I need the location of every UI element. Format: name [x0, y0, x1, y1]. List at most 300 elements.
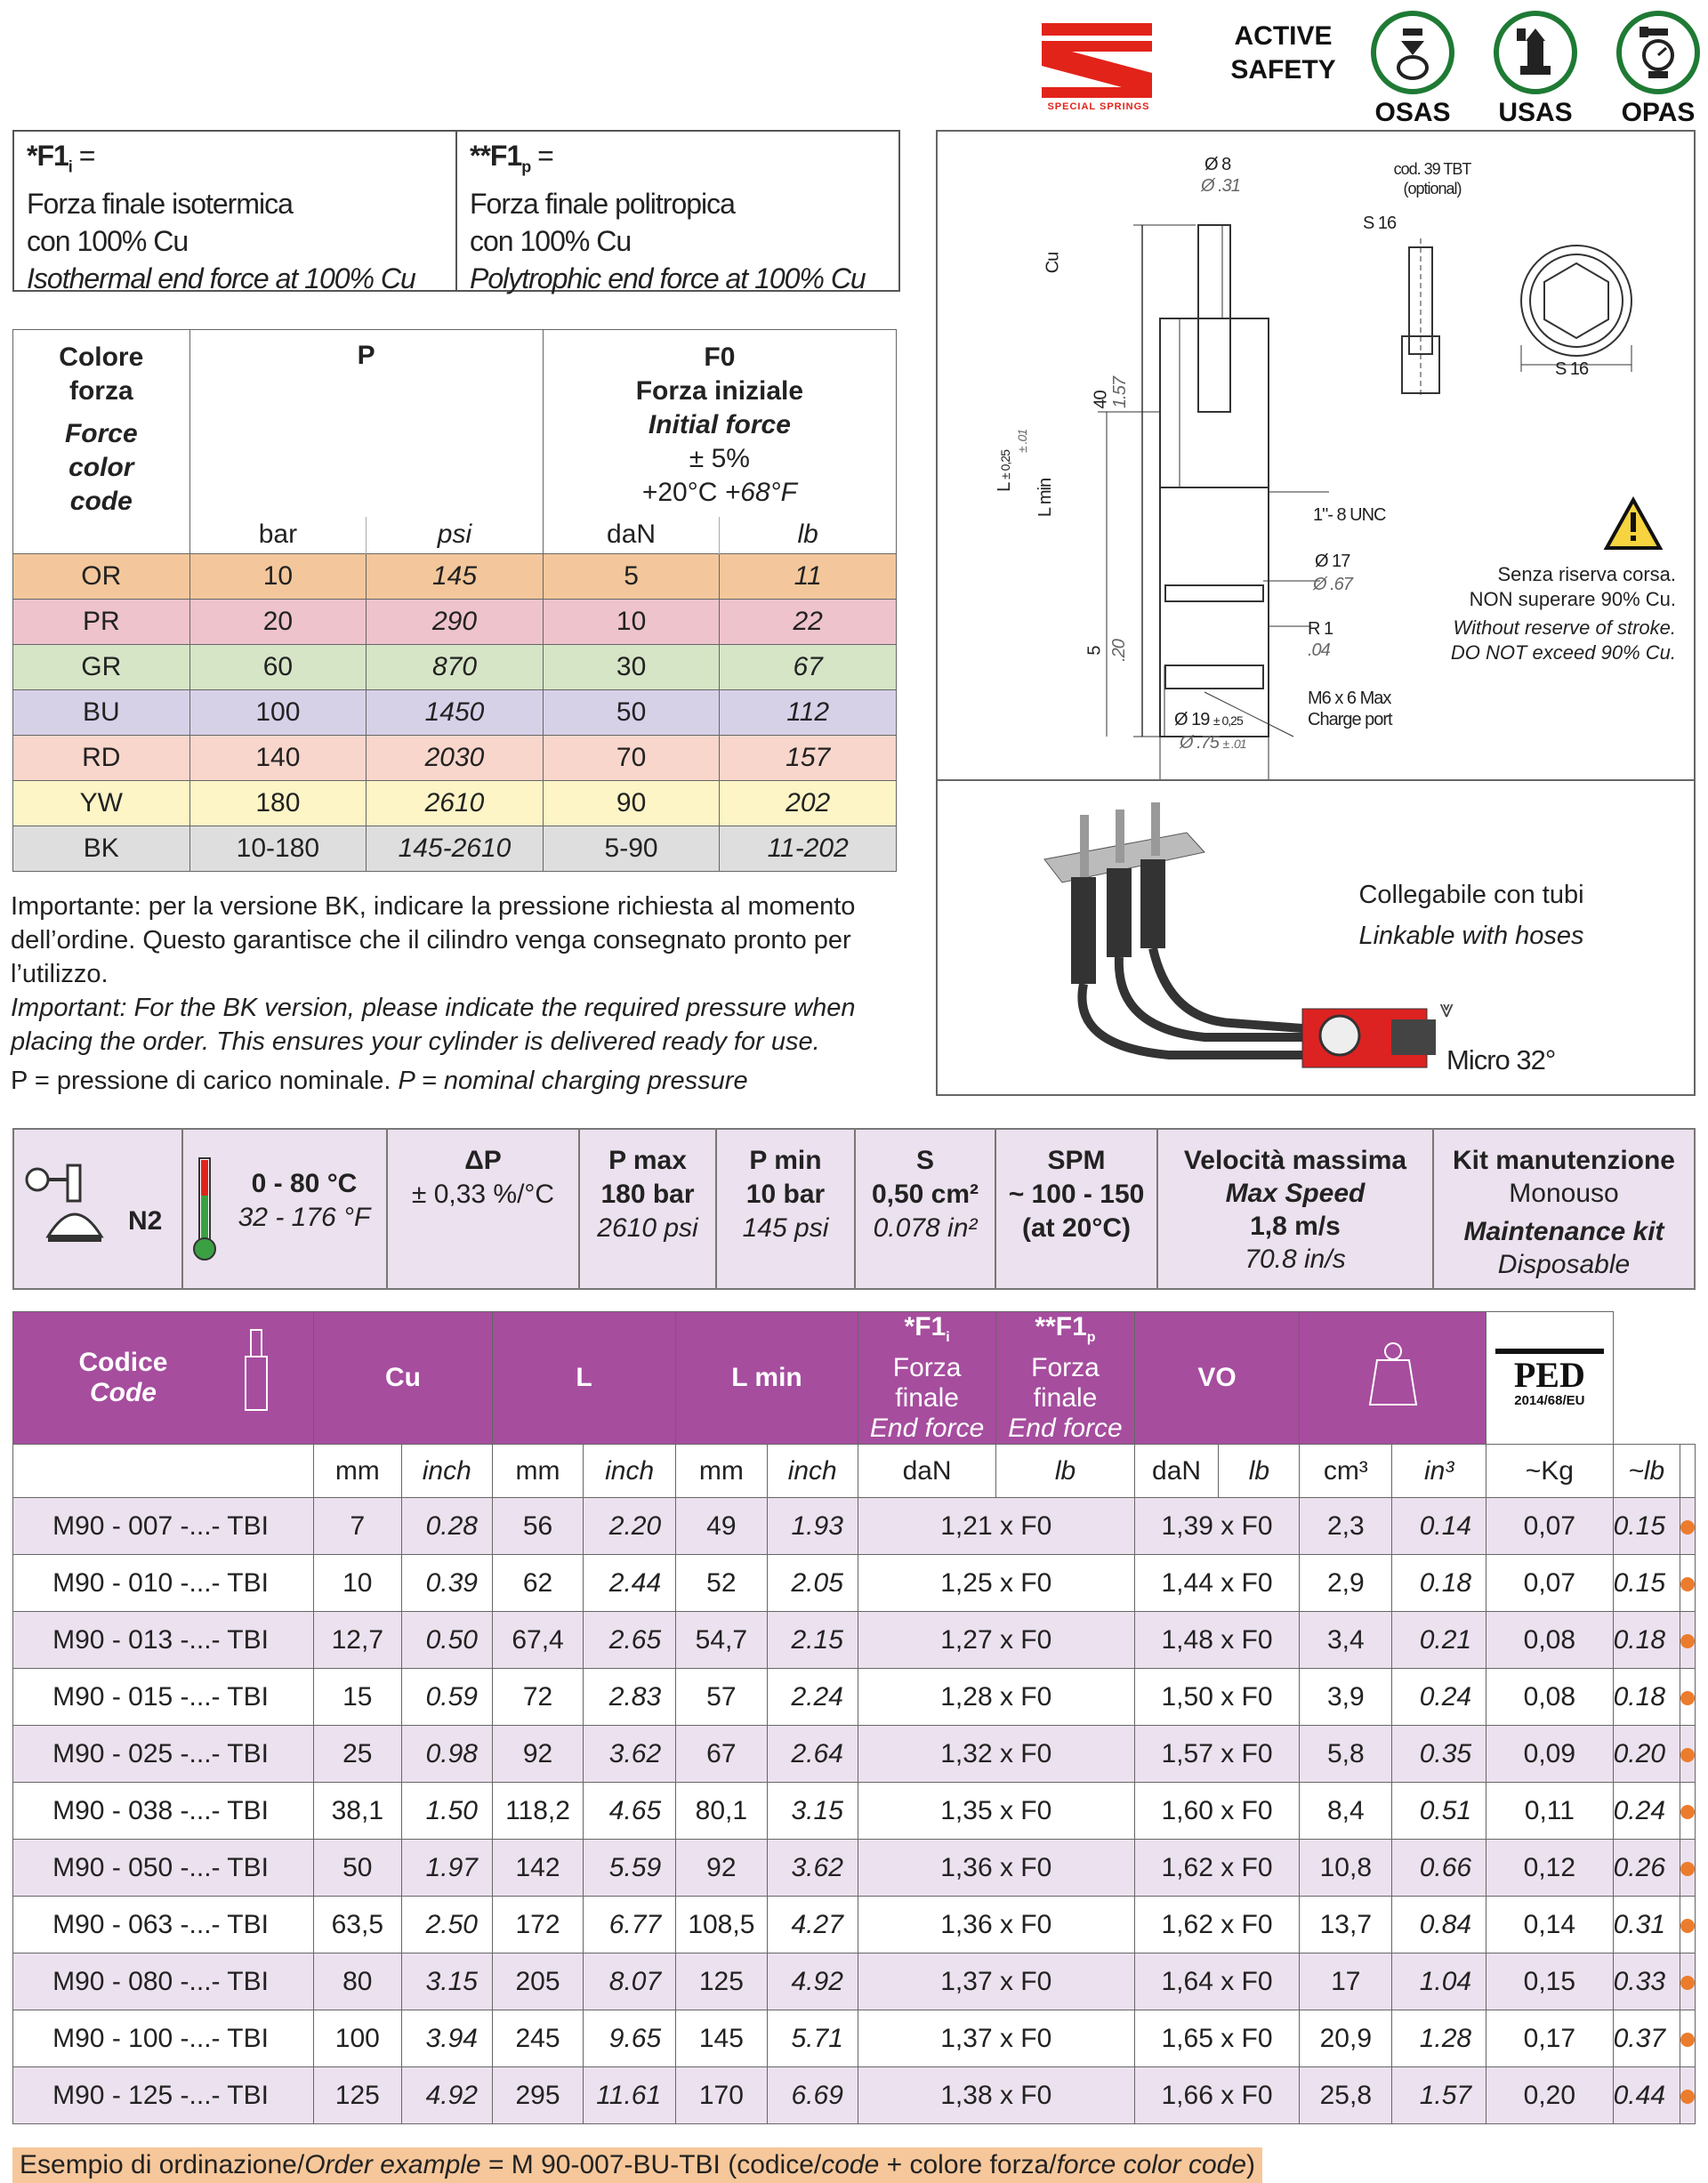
table-cell: 0.28 — [401, 1498, 492, 1555]
table-cell: 1,21 x F0 — [858, 1498, 1134, 1555]
brand-logo — [1036, 20, 1161, 117]
table-cell: 80 — [313, 1953, 401, 2010]
opas-icon — [1616, 11, 1700, 94]
micro-angle-icon: ⩔ — [1439, 995, 1454, 1022]
dim-l-inch: ± .01 — [1015, 429, 1030, 454]
ped-conformity-dot — [1680, 1919, 1695, 1933]
color-cell-code: YW — [13, 781, 190, 826]
table-cell: 6.77 — [584, 1897, 676, 1953]
unit-lb: lb — [720, 517, 897, 554]
models-table-body — [13, 1498, 1696, 2124]
color-cell-lb: 157 — [720, 736, 897, 781]
dim-r1-inch: .04 — [1308, 640, 1330, 660]
table-cell: 118,2 — [492, 1783, 583, 1840]
table-cell: 2.24 — [767, 1669, 858, 1726]
dim-d17: Ø 17 — [1315, 552, 1350, 571]
color-cell-dan: 5-90 — [543, 826, 720, 872]
charge-port-spec: M6 x 6 Max — [1308, 689, 1391, 708]
table-cell: 67 — [676, 1726, 767, 1783]
table-row — [13, 1783, 1696, 1840]
model-code: M90 - 015 -...- TBI — [13, 1669, 314, 1726]
spm-cell: SPM ~ 100 - 150 (at 20°C) — [996, 1130, 1158, 1288]
ped-dot-cell — [1680, 1953, 1696, 2010]
code-header: Codice Code — [13, 1312, 314, 1445]
table-cell: 2.20 — [584, 1498, 676, 1555]
table-cell: 0.44 — [1613, 2067, 1680, 2124]
stroke-area-cell: S 0,50 cm² 0.078 in² — [856, 1130, 996, 1288]
color-code-header: Colore forza Force color code — [13, 330, 190, 554]
table-cell: 125 — [676, 1953, 767, 2010]
table-cell: 25 — [313, 1726, 401, 1783]
table-cell: 8.07 — [584, 1953, 676, 2010]
color-cell-psi: 2030 — [367, 736, 544, 781]
table-cell: 20,9 — [1300, 2010, 1392, 2067]
color-cell-lb: 22 — [720, 600, 897, 645]
table-cell: 0.31 — [1613, 1897, 1680, 1953]
dim-cu: Cu — [1043, 252, 1063, 274]
dim-d8-inch: Ø .31 — [1201, 176, 1240, 196]
table-cell: 56 — [492, 1498, 583, 1555]
dim-lmin: L min — [1035, 478, 1056, 518]
table-cell: 92 — [492, 1726, 583, 1783]
unit-cell: cm³ — [1300, 1445, 1392, 1498]
table-cell: 50 — [313, 1840, 401, 1897]
dim-l: L ± 0,25 — [994, 450, 1014, 492]
pmax-cell: P max 180 bar 2610 psi — [580, 1130, 717, 1288]
gas-cell: N2 — [14, 1130, 183, 1288]
ped-dot-cell — [1680, 1783, 1696, 1840]
unit-cell: inch — [767, 1445, 858, 1498]
unit-bar: bar — [189, 517, 367, 554]
spec-row — [12, 1128, 1696, 1290]
color-cell-bar: 10 — [189, 554, 367, 600]
table-cell: 0.66 — [1392, 1840, 1486, 1897]
table-cell: 1,27 x F0 — [858, 1612, 1134, 1669]
table-cell: 92 — [676, 1840, 767, 1897]
ped-conformity-dot — [1680, 1577, 1695, 1591]
color-cell-psi: 145 — [367, 554, 544, 600]
end-force-definitions — [12, 130, 900, 295]
table-cell: 295 — [492, 2067, 583, 2124]
color-cell-bar: 100 — [189, 690, 367, 736]
table-cell: 4.92 — [767, 1953, 858, 2010]
table-cell: 2.15 — [767, 1612, 858, 1669]
weight-icon — [1366, 1341, 1420, 1408]
initial-force-header: F0 Forza iniziale Initial force ± 5% +20°C +68°F — [543, 330, 896, 517]
max-speed-cell: Velocità massima Max Speed 1,8 m/s 70.8 in/s — [1158, 1130, 1434, 1288]
ped-dot-cell — [1680, 1897, 1696, 1953]
table-cell: 0,09 — [1486, 1726, 1614, 1783]
unit-cell: lb — [1219, 1445, 1300, 1498]
ped-dot-cell — [1680, 1726, 1696, 1783]
table-row — [13, 1953, 1696, 2010]
unit-cell: mm — [313, 1445, 401, 1498]
table-cell: 0,12 — [1486, 1840, 1614, 1897]
table-cell: 0,07 — [1486, 1498, 1614, 1555]
color-cell-code: BK — [13, 826, 190, 872]
table-cell: 0,08 — [1486, 1612, 1614, 1669]
color-cell-dan: 30 — [543, 645, 720, 690]
table-row — [13, 1897, 1696, 1953]
table-cell: 125 — [313, 2067, 401, 2124]
table-cell: 67,4 — [492, 1612, 583, 1669]
color-cell-lb: 11 — [720, 554, 897, 600]
charge-port-label: Charge port — [1308, 710, 1392, 729]
table-cell: 0.50 — [401, 1612, 492, 1669]
table-cell: 4.27 — [767, 1897, 858, 1953]
table-cell: 11.61 — [584, 2067, 676, 2124]
table-cell: 245 — [492, 2010, 583, 2067]
opas-badge: OPAS — [1614, 11, 1703, 128]
maintenance-kit-cell: Kit manutenzione Monouso Maintenance kit Disposable — [1452, 1146, 1675, 1279]
table-row — [13, 1555, 1696, 1612]
table-cell: 142 — [492, 1840, 583, 1897]
table-row — [13, 1498, 1696, 1555]
table-cell: 0.35 — [1392, 1726, 1486, 1783]
table-cell: 0.18 — [1392, 1555, 1486, 1612]
color-cell-psi: 145-2610 — [367, 826, 544, 872]
table-cell: 108,5 — [676, 1897, 767, 1953]
force-color-table — [12, 329, 897, 872]
table-row — [13, 1726, 1696, 1783]
color-row — [13, 736, 897, 781]
ped-conformity-dot — [1680, 1862, 1695, 1876]
table-cell: 4.92 — [401, 2067, 492, 2124]
table-cell: 2.50 — [401, 1897, 492, 1953]
table-cell: 1,64 x F0 — [1134, 1953, 1300, 2010]
ped-dot-cell — [1680, 1612, 1696, 1669]
table-cell: 0.59 — [401, 1669, 492, 1726]
table-row — [13, 1840, 1696, 1897]
table-cell: 1,35 x F0 — [858, 1783, 1134, 1840]
table-cell: 0.26 — [1613, 1840, 1680, 1897]
table-cell: 1.97 — [401, 1840, 492, 1897]
ped-conformity-dot — [1680, 1520, 1695, 1535]
table-cell: 2.65 — [584, 1612, 676, 1669]
ped-mark: PED 2014/68/EU — [1495, 1349, 1604, 1408]
unit-cell: mm — [492, 1445, 583, 1498]
dim-40-inch: 1.57 — [1109, 377, 1130, 408]
table-cell: 6.69 — [767, 2067, 858, 2124]
table-cell: 0.15 — [1613, 1498, 1680, 1555]
table-cell: 0,11 — [1486, 1783, 1614, 1840]
table-cell: 2.64 — [767, 1726, 858, 1783]
table-cell: 7 — [313, 1498, 401, 1555]
color-cell-dan: 50 — [543, 690, 720, 736]
color-cell-psi: 1450 — [367, 690, 544, 736]
thermometer-icon — [192, 1156, 217, 1263]
table-cell: 1,37 x F0 — [858, 2010, 1134, 2067]
table-cell: 52 — [676, 1555, 767, 1612]
units-spacer — [13, 1445, 314, 1498]
table-cell: 4.65 — [584, 1783, 676, 1840]
unit-cell: daN — [1134, 1445, 1219, 1498]
color-cell-lb: 202 — [720, 781, 897, 826]
table-cell: 1,32 x F0 — [858, 1726, 1134, 1783]
table-cell: 49 — [676, 1498, 767, 1555]
table-cell: 3,9 — [1300, 1669, 1392, 1726]
nitrogen-cylinder-icon — [21, 1156, 119, 1254]
tool-code: cod. 39 TBT — [1393, 160, 1471, 178]
table-cell: 5.59 — [584, 1840, 676, 1897]
vo-header: VO — [1134, 1312, 1300, 1445]
table-cell: 15 — [313, 1669, 401, 1726]
dim-d17-inch: Ø .67 — [1313, 575, 1352, 594]
ped-dot-cell — [1680, 1555, 1696, 1612]
table-cell: 100 — [313, 2010, 401, 2067]
color-cell-bar: 20 — [189, 600, 367, 645]
table-cell: 0.39 — [401, 1555, 492, 1612]
color-cell-psi: 290 — [367, 600, 544, 645]
unit-cell: daN — [858, 1445, 995, 1498]
technical-drawing-panel — [936, 130, 1696, 1096]
pressure-header: P — [189, 330, 543, 517]
table-cell: 5,8 — [1300, 1726, 1392, 1783]
color-row — [13, 645, 897, 690]
unit-cell: ~Kg — [1486, 1445, 1614, 1498]
table-cell: 3.15 — [401, 1953, 492, 2010]
model-code: M90 - 063 -...- TBI — [13, 1897, 314, 1953]
hose-caption-en: Linkable with hoses — [1358, 922, 1584, 950]
unit-cell: ~lb — [1613, 1445, 1680, 1498]
color-cell-psi: 870 — [367, 645, 544, 690]
dim-s16-tool: S 16 — [1363, 213, 1397, 233]
color-cell-bar: 180 — [189, 781, 367, 826]
table-cell: 0,14 — [1486, 1897, 1614, 1953]
ped-dot-cell — [1680, 1669, 1696, 1726]
table-cell: 3.62 — [584, 1726, 676, 1783]
table-cell: 2.05 — [767, 1555, 858, 1612]
table-cell: 17 — [1300, 1953, 1392, 2010]
unit-cell: inch — [401, 1445, 492, 1498]
osas-icon — [1371, 11, 1454, 94]
color-cell-dan: 70 — [543, 736, 720, 781]
ped-conformity-dot — [1680, 1805, 1695, 1819]
dim-d19: Ø 19 ± 0,25 — [1174, 710, 1243, 729]
table-cell: 1,36 x F0 — [858, 1897, 1134, 1953]
unit-cell: mm — [676, 1445, 767, 1498]
model-code: M90 - 025 -...- TBI — [13, 1726, 314, 1783]
unit-cell: lb — [996, 1445, 1134, 1498]
color-cell-code: OR — [13, 554, 190, 600]
color-row — [13, 554, 897, 600]
color-cell-lb: 11-202 — [720, 826, 897, 872]
model-code: M90 - 080 -...- TBI — [13, 1953, 314, 2010]
table-cell: 1,50 x F0 — [1134, 1669, 1300, 1726]
model-code: M90 - 007 -...- TBI — [13, 1498, 314, 1555]
weight-header — [1300, 1312, 1486, 1445]
table-cell: 0,08 — [1486, 1669, 1614, 1726]
table-cell: 2,3 — [1300, 1498, 1392, 1555]
table-row — [13, 1669, 1696, 1726]
ped-conformity-dot — [1680, 1691, 1695, 1705]
table-cell: 1.93 — [767, 1498, 858, 1555]
table-cell: 0.14 — [1392, 1498, 1486, 1555]
color-cell-lb: 67 — [720, 645, 897, 690]
cylinder-drawing — [938, 132, 1694, 779]
osas-badge: OSAS — [1368, 11, 1457, 128]
color-cell-code: PR — [13, 600, 190, 645]
micro-angle: Micro 32° — [1446, 1044, 1556, 1075]
table-cell: 1,60 x F0 — [1134, 1783, 1300, 1840]
table-cell: 9.65 — [584, 2010, 676, 2067]
pmin-cell: P min 10 bar 145 psi — [717, 1130, 856, 1288]
table-cell: 54,7 — [676, 1612, 767, 1669]
table-cell: 0.37 — [1613, 2010, 1680, 2067]
brand-name: SPECIAL SPRINGS — [1047, 101, 1150, 112]
table-cell: 3.62 — [767, 1840, 858, 1897]
table-cell: 0,17 — [1486, 2010, 1614, 2067]
unit-cell: inch — [584, 1445, 676, 1498]
tool-optional: (optional) — [1403, 180, 1462, 197]
stroke-warning: Senza riserva corsa. NON superare 90% Cu. Without reserve of stroke. DO NOT exceed 90% Cu. — [1450, 563, 1676, 664]
table-cell: 0,07 — [1486, 1555, 1614, 1612]
color-cell-lb: 112 — [720, 690, 897, 736]
model-code: M90 - 100 -...- TBI — [13, 2010, 314, 2067]
table-cell: 3.15 — [767, 1783, 858, 1840]
delta-p-cell: ΔP ± 0,33 %/°C — [388, 1130, 580, 1288]
table-cell: 0.18 — [1613, 1612, 1680, 1669]
table-cell: 170 — [676, 2067, 767, 2124]
table-cell: 2.44 — [584, 1555, 676, 1612]
hose-caption-it: Collegabile con tubi — [1358, 881, 1584, 909]
color-cell-dan: 10 — [543, 600, 720, 645]
table-cell: 25,8 — [1300, 2067, 1392, 2124]
polytropic-definition: $**F1_p$ = Forza finale politropica con 100% Cu Polytrophic end force at 100% Cu — [470, 140, 866, 295]
table-cell: 38,1 — [313, 1783, 401, 1840]
table-cell: 72 — [492, 1669, 583, 1726]
table-cell: 1,57 x F0 — [1134, 1726, 1300, 1783]
color-cell-bar: 60 — [189, 645, 367, 690]
table-cell: 2.83 — [584, 1669, 676, 1726]
dim-d19-inch: Ø .75 ± .01 — [1180, 733, 1246, 753]
ped-conformity-dot — [1680, 1634, 1695, 1648]
table-row — [13, 2010, 1696, 2067]
table-cell: 5.71 — [767, 2010, 858, 2067]
color-row — [13, 826, 897, 872]
table-cell: 1,36 x F0 — [858, 1840, 1134, 1897]
table-cell: 1,25 x F0 — [858, 1555, 1134, 1612]
ped-conformity-dot — [1680, 1976, 1695, 1990]
dim-r1: R 1 — [1308, 619, 1333, 639]
color-cell-dan: 90 — [543, 781, 720, 826]
units-row — [13, 1445, 1696, 1498]
table-cell: 80,1 — [676, 1783, 767, 1840]
table-cell: 1,62 x F0 — [1134, 1897, 1300, 1953]
table-cell: 0.33 — [1613, 1953, 1680, 2010]
table-cell: 0.98 — [401, 1726, 492, 1783]
ped-dot-cell — [1680, 1840, 1696, 1897]
color-row — [13, 690, 897, 736]
model-code: M90 - 050 -...- TBI — [13, 1840, 314, 1897]
table-cell: 1,28 x F0 — [858, 1669, 1134, 1726]
table-cell: 3.94 — [401, 2010, 492, 2067]
dim-d8: Ø 8 — [1204, 155, 1231, 174]
table-row — [13, 1612, 1696, 1669]
table-cell: 0.21 — [1392, 1612, 1486, 1669]
model-code: M90 - 013 -...- TBI — [13, 1612, 314, 1669]
table-cell: 1,65 x F0 — [1134, 2010, 1300, 2067]
ped-conformity-dot — [1680, 1748, 1695, 1762]
active-safety-label: ACTIVE SAFETY — [1230, 21, 1336, 85]
f1i-header: $*F1_i$ Forza finale End force — [858, 1312, 995, 1445]
table-cell: 63,5 — [313, 1897, 401, 1953]
table-cell: 0.15 — [1613, 1555, 1680, 1612]
ped-dot-cell — [1680, 2067, 1696, 2124]
dim-s16-nut: S 16 — [1555, 359, 1589, 379]
table-cell: 1,44 x F0 — [1134, 1555, 1300, 1612]
model-code: M90 - 010 -...- TBI — [13, 1555, 314, 1612]
table-cell: 8,4 — [1300, 1783, 1392, 1840]
color-cell-psi: 2610 — [367, 781, 544, 826]
cylinder-outline-icon — [244, 1328, 269, 1412]
cu-header: Cu — [313, 1312, 492, 1445]
table-cell: 205 — [492, 1953, 583, 2010]
unit-dan: daN — [543, 517, 720, 554]
color-cell-code: BU — [13, 690, 190, 736]
note-en: Important: For the BK version, please indicate the required pressure when placing the order. This ensures your cylinder is delivered ready for use. — [11, 994, 856, 1056]
color-cell-code: RD — [13, 736, 190, 781]
usas-icon — [1494, 11, 1577, 94]
color-cell-dan: 5 — [543, 554, 720, 600]
l-header: L — [492, 1312, 675, 1445]
table-cell: 1.28 — [1392, 2010, 1486, 2067]
table-cell: 145 — [676, 2010, 767, 2067]
table-cell: 3,4 — [1300, 1612, 1392, 1669]
model-code: M90 - 038 -...- TBI — [13, 1783, 314, 1840]
table-cell: 13,7 — [1300, 1897, 1392, 1953]
table-cell: 10,8 — [1300, 1840, 1392, 1897]
lmin-header: L min — [676, 1312, 858, 1445]
usas-badge: USAS — [1491, 11, 1580, 128]
dim-5: 5 — [1084, 646, 1105, 656]
models-table — [12, 1311, 1696, 2124]
ped-dot-cell — [1680, 1498, 1696, 1555]
color-row — [13, 781, 897, 826]
table-cell: 0,15 — [1486, 1953, 1614, 2010]
ped-conformity-dot — [1680, 2033, 1695, 2047]
ped-dot-cell — [1680, 2010, 1696, 2067]
dim-5-inch: .20 — [1108, 640, 1129, 662]
table-cell: 0.20 — [1613, 1726, 1680, 1783]
isothermal-definition: $*F1_i$ = Forza finale isotermica con 100% Cu Isothermal end force at 100% Cu — [27, 140, 415, 295]
table-cell: 1.04 — [1392, 1953, 1486, 2010]
order-example: Esempio di ordinazione/Order example = M 90-007-BU-TBI (codice/code + colore forza/force color code) — [12, 2147, 1262, 2183]
table-cell: 0.18 — [1613, 1669, 1680, 1726]
table-cell: 1,48 x F0 — [1134, 1612, 1300, 1669]
ped-conformity-dot — [1680, 2090, 1695, 2104]
unit-psi: psi — [367, 517, 544, 554]
table-cell: 0.24 — [1613, 1783, 1680, 1840]
table-cell: 1.50 — [401, 1783, 492, 1840]
table-cell: 1,37 x F0 — [858, 1953, 1134, 2010]
color-row — [13, 600, 897, 645]
color-table-body — [13, 554, 897, 872]
color-cell-bar: 10-180 — [189, 826, 367, 872]
order-notes: Importante: per la versione BK, indicare la pressione richiesta al momento dell’ordine. Questo garantisce che il cilindro venga consegnato pronto per l’utilizzo. Important: For the BK version, please indicate the required pressure when placing the order. This ensures your cylinder is delivered ready for use. P = pressione di carico nominale. P = nominal charging pressure — [11, 890, 909, 1098]
table-cell: 1.57 — [1392, 2067, 1486, 2124]
model-code: M90 - 125 -...- TBI — [13, 2067, 314, 2124]
dim-40: 40 — [1091, 391, 1111, 409]
color-cell-bar: 140 — [189, 736, 367, 781]
table-cell: 0.84 — [1392, 1897, 1486, 1953]
table-cell: 172 — [492, 1897, 583, 1953]
table-cell: 1,39 x F0 — [1134, 1498, 1300, 1555]
table-cell: 1,62 x F0 — [1134, 1840, 1300, 1897]
temperature-cell: 0 - 80 °C 32 - 176 °F — [183, 1130, 388, 1288]
table-cell: 0.51 — [1392, 1783, 1486, 1840]
table-cell: 12,7 — [313, 1612, 401, 1669]
